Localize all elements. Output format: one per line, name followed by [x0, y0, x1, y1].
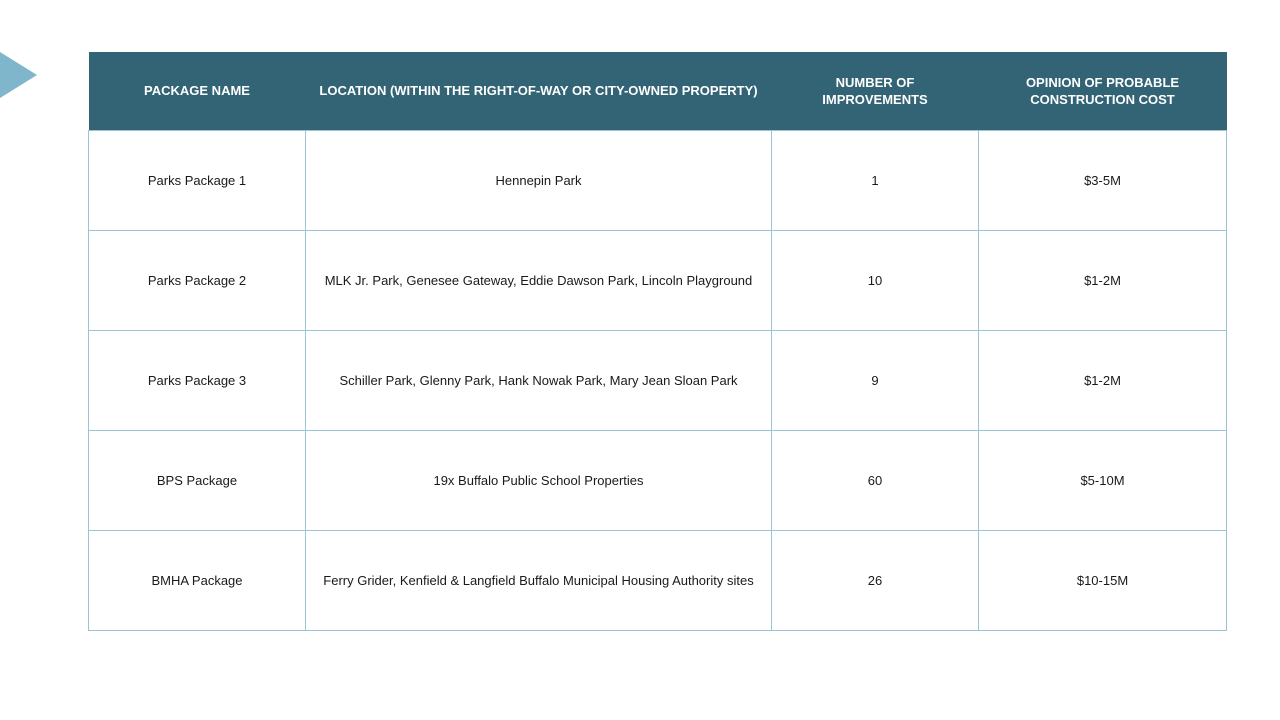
cell-improvements: 1: [772, 130, 979, 230]
cell-location: 19x Buffalo Public School Properties: [306, 430, 772, 530]
cell-package-name: Parks Package 2: [89, 230, 306, 330]
table-row: [89, 130, 1227, 230]
header-location: LOCATION (WITHIN THE RIGHT-OF-WAY OR CITY-OWNED PROPERTY): [306, 52, 772, 130]
arrow-marker-icon: [0, 52, 37, 98]
cell-cost: $1-2M: [979, 230, 1227, 330]
cell-package-name: BMHA Package: [89, 530, 306, 630]
cell-package-name: BPS Package: [89, 430, 306, 530]
cell-improvements: 60: [772, 430, 979, 530]
cell-cost: $3-5M: [979, 130, 1227, 230]
header-construction-cost: OPINION OF PROBABLE CONSTRUCTION COST: [979, 52, 1227, 130]
header-number-of-improvements: NUMBER OF IMPROVEMENTS: [772, 52, 979, 130]
table-header-row: [89, 52, 1227, 130]
table-row: [89, 530, 1227, 630]
cell-package-name: Parks Package 3: [89, 330, 306, 430]
table-row: [89, 430, 1227, 530]
cell-location: MLK Jr. Park, Genesee Gateway, Eddie Dawson Park, Lincoln Playground: [306, 230, 772, 330]
table-row: [89, 330, 1227, 430]
cell-cost: $5-10M: [979, 430, 1227, 530]
cell-package-name: Parks Package 1: [89, 130, 306, 230]
cell-location: Schiller Park, Glenny Park, Hank Nowak Park, Mary Jean Sloan Park: [306, 330, 772, 430]
cell-improvements: 9: [772, 330, 979, 430]
cell-cost: $1-2M: [979, 330, 1227, 430]
cell-cost: $10-15M: [979, 530, 1227, 630]
header-package-name: PACKAGE NAME: [89, 52, 306, 130]
cell-location: Ferry Grider, Kenfield & Langfield Buffalo Municipal Housing Authority sites: [306, 530, 772, 630]
cell-improvements: 26: [772, 530, 979, 630]
cell-location: Hennepin Park: [306, 130, 772, 230]
cell-improvements: 10: [772, 230, 979, 330]
packages-table: [88, 52, 1227, 631]
table-row: [89, 230, 1227, 330]
